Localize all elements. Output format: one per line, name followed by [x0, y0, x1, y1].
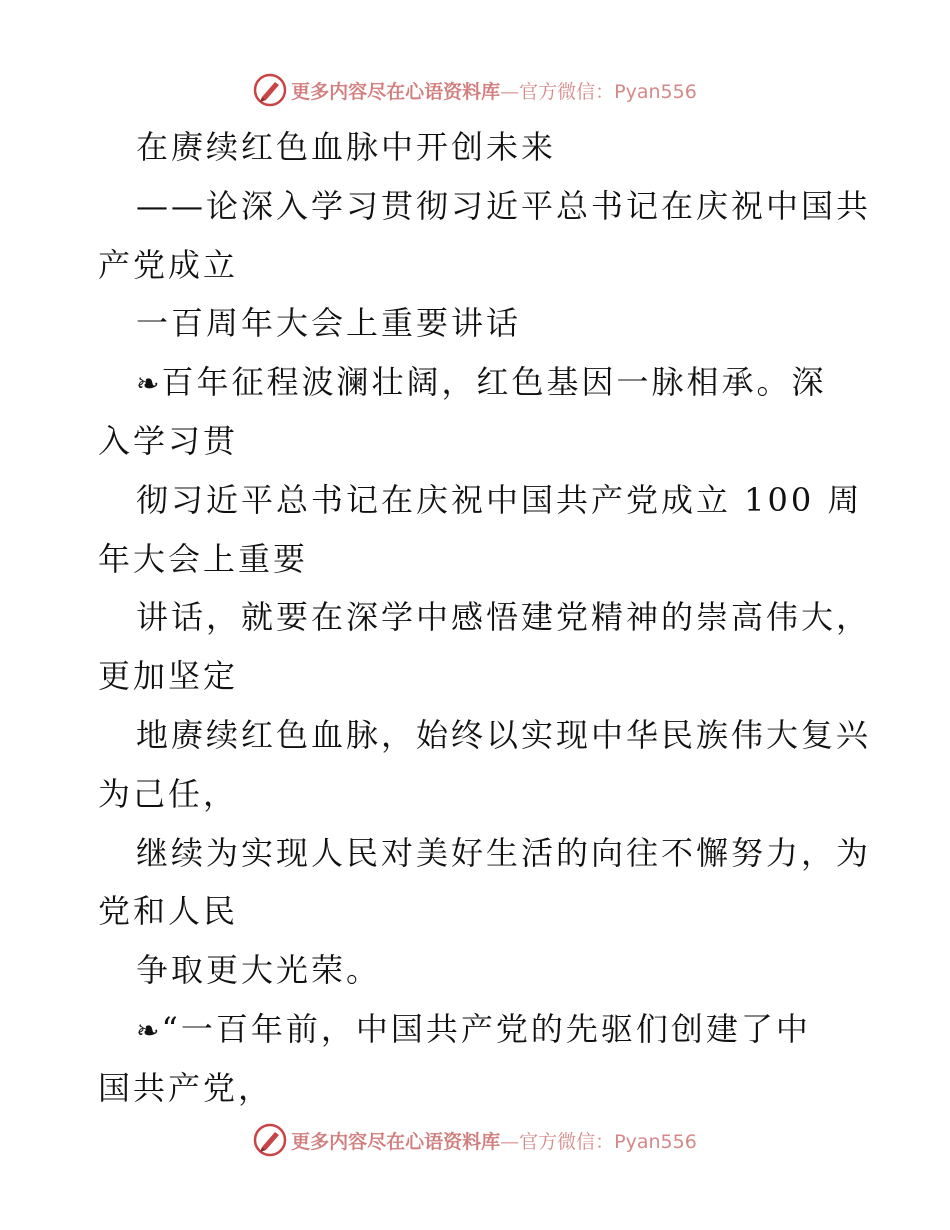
watermark-main-text: 更多内容尽在心语资料库	[291, 80, 501, 103]
text-line	[98, 294, 858, 353]
bullet-icon: ❧	[136, 367, 160, 401]
text-line-content: 讲话，就要在深学中感悟建党精神的崇高伟大，	[136, 598, 872, 637]
watermark-sub-text: 官方微信：Pyan556	[519, 80, 697, 103]
text-line	[98, 471, 863, 530]
text-line	[98, 882, 858, 941]
header-watermark	[0, 70, 950, 110]
text-line-content: 彻习近平总书记在庆祝中国共产党成立 100 周	[136, 480, 863, 519]
text-line	[98, 765, 858, 824]
text-line	[98, 236, 858, 295]
text-line-content: 百年征程波澜壮阔，红色基因一脉相承。深	[161, 363, 827, 402]
text-line-content: 在赓续红色血脉中开创未来	[136, 128, 557, 166]
text-line	[98, 941, 858, 1000]
text-line-content: 国共产党，	[98, 1068, 274, 1107]
text-line	[98, 177, 872, 236]
text-line-content: 入学习贯	[98, 421, 239, 460]
text-line-content: 产党成立	[98, 245, 239, 284]
text-line-content: 地赓续红色血脉，始终以实现中华民族伟大复兴	[136, 715, 872, 754]
text-line-content: 争取更大光荣。	[136, 951, 382, 990]
watermark-main-text: 更多内容尽在心语资料库	[291, 1130, 501, 1153]
document-body	[98, 118, 872, 1118]
text-line-content: 更加坚定	[98, 657, 239, 696]
text-line	[98, 1059, 858, 1118]
text-line-content: “一百年前，中国共产党的先驱们创建了中	[161, 1009, 811, 1048]
text-line-content: 一百周年大会上重要讲话	[136, 304, 522, 343]
text-line	[98, 824, 872, 883]
pen-logo-icon	[253, 1123, 287, 1157]
watermark-sub-text: 官方微信：Pyan556	[519, 1130, 697, 1153]
watermark-separator: —	[500, 1130, 520, 1153]
text-line-content: ——论深入学习贯彻习近平总书记在庆祝中国共	[136, 186, 872, 225]
text-line	[98, 1000, 858, 1059]
text-line-content: 党和人民	[98, 892, 239, 931]
text-line	[98, 588, 872, 647]
pen-logo-icon	[253, 73, 287, 107]
text-line	[98, 353, 858, 412]
watermark-separator: —	[500, 80, 520, 103]
text-line-content: 继续为实现人民对美好生活的向往不懈努力，为	[136, 833, 872, 872]
text-line	[98, 706, 872, 765]
text-line-content: 年大会上重要	[98, 539, 309, 578]
text-line-content: 为己任，	[98, 774, 239, 813]
bullet-icon: ❧	[136, 1013, 160, 1047]
text-line	[98, 118, 858, 177]
text-line	[98, 530, 858, 589]
footer-watermark	[0, 1120, 950, 1160]
text-line	[98, 647, 858, 706]
text-line	[98, 412, 858, 471]
